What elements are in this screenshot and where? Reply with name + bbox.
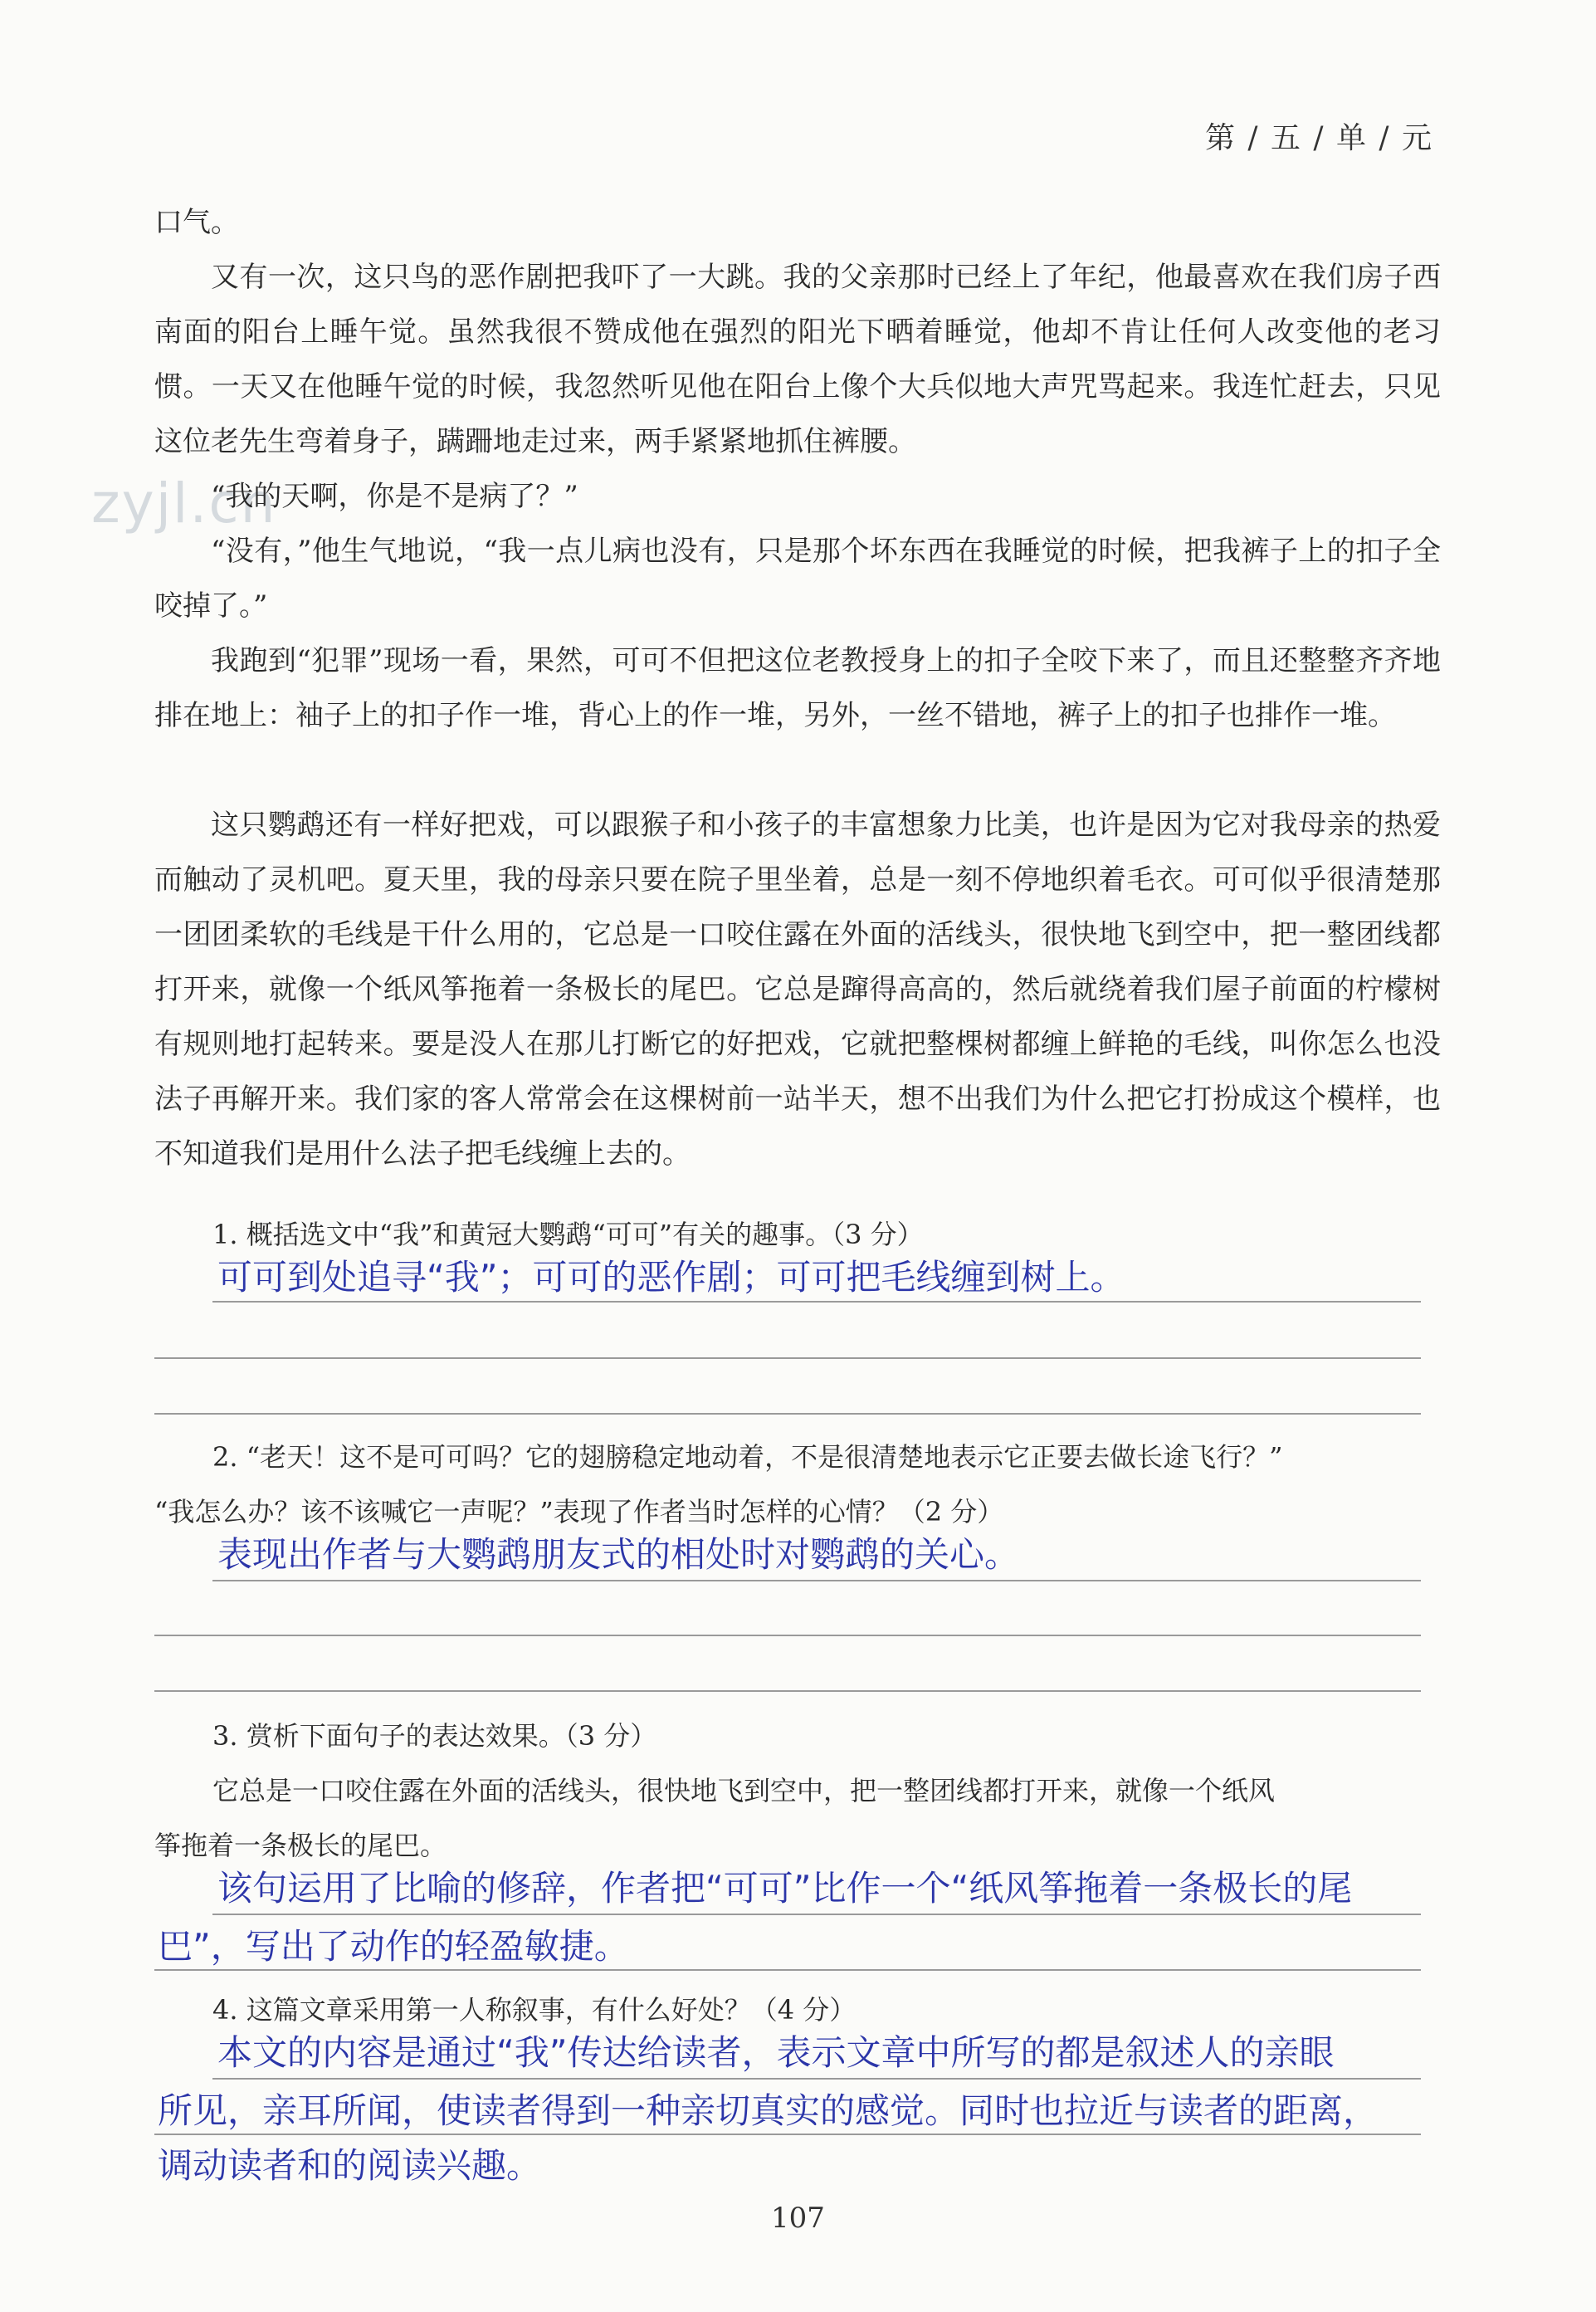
answer-line (212, 1580, 1421, 1581)
question-2-prompt-line2: “我怎么办？该不该喊它一声呢？”表现了作者当时怎样的心情？（2 分） (154, 1496, 1004, 1527)
answer-line (212, 1914, 1421, 1915)
question-4-answer-line3: 调动读者和的阅读兴趣。 (158, 2145, 542, 2186)
question-1-answer: 可可到处追寻“我”；可可的恶作剧；可可把毛线缠到树上。 (217, 1257, 1125, 1298)
question-3-prompt: 3. 赏析下面句子的表达效果。（3 分） (212, 1720, 657, 1752)
passage-paragraph-0: 口气。 (154, 206, 239, 239)
passage-paragraph-3: “没有，”他生气地说，“我一点儿病也没有，只是那个坏东西在我睡觉的时候，把我裤子上的扣子全咬掉了。” (154, 535, 1441, 623)
question-2-prompt-line1: 2. “老天！这不是可可吗？它的翅膀稳定地动着，不是很清楚地表示它正要去做长途飞行？” (212, 1441, 1283, 1473)
answer-line (154, 1357, 1421, 1359)
question-3-quote-line2: 筝拖着一条极长的尾巴。 (154, 1830, 447, 1861)
passage-paragraph-1: 又有一次，这只鸟的恶作剧把我吓了一大跳。我的父亲那时已经上了年纪，他最喜欢在我们房子西南面的阳台上睡午觉。虽然我很不赞成他在强烈的阳光下晒着睡觉，他却不肯让任何人改变他的老习惯。一天又在他睡午觉的时候，我忽然听见他在阳台上像个大兵似地大声咒骂起来。我连忙赶去，只见这位老先生弯着身子，蹒跚地走过来，两手紧紧地抓住裤腰。 (154, 261, 1441, 458)
answer-line (154, 1969, 1421, 1971)
question-1-prompt: 1. 概括选文中“我”和黄冠大鹦鹉“可可”有关的趣事。（3 分） (212, 1219, 924, 1250)
question-4-prompt: 4. 这篇文章采用第一人称叙事，有什么好处？（4 分） (212, 1994, 857, 2026)
question-3-quote-line1: 它总是一口咬住露在外面的活线头，很快地飞到空中，把一整团线都打开来，就像一个纸风 (212, 1775, 1276, 1806)
unit-header: 第 / 五 / 单 / 元 (1204, 121, 1433, 155)
question-4-answer-line2: 所见，亲耳所闻，使读者得到一种亲切真实的感觉。同时也拉近与读者的距离， (158, 2090, 1379, 2131)
answer-line (212, 2078, 1421, 2080)
passage-paragraph-5: 这只鹦鹉还有一样好把戏，可以跟猴子和小孩子的丰富想象力比美，也许是因为它对我母亲的热爱而触动了灵机吧。夏天里，我的母亲只要在院子里坐着，总是一刻不停地织着毛衣。可可似乎很清楚那一团团柔软的毛线是干什么用的，它总是一口咬住露在外面的活线头，很快地飞到空中，把一整团线都打开来，就像一个纸风筝拖着一条极长的尾巴。它总是蹿得高高的，然后就绕着我们屋子前面的柠檬树有规则地打起转来。要是没人在那儿打断它的好把戏，它就把整棵树都缠上鲜艳的毛线，叫你怎么也没法子再解开来。我们家的客人常常会在这棵树前一站半天，想不出我们为什么把它打扮成这个模样，也不知道我们是用什么法子把毛线缠上去的。 (154, 809, 1441, 1171)
answer-line (154, 1690, 1421, 1692)
answer-line (154, 1413, 1421, 1415)
question-4-answer-line1: 本文的内容是通过“我”传达给读者，表示文章中所写的都是叙述人的亲眼 (217, 2032, 1335, 2073)
answer-line (212, 1301, 1421, 1303)
question-3-answer-line2: 巴”，写出了动作的轻盈敏捷。 (158, 1926, 629, 1967)
answer-line (154, 2134, 1421, 2135)
page-number: 107 (771, 2202, 825, 2235)
passage-paragraph-2: “我的天啊，你是不是病了？” (211, 480, 578, 513)
question-3-answer-line1: 该句运用了比喻的修辞，作者把“可可”比作一个“纸风筝拖着一条极长的尾 (217, 1868, 1353, 1909)
watermark: zyjl.cn (91, 472, 277, 535)
passage-paragraph-4: 我跑到“犯罪”现场一看，果然，可可不但把这位老教授身上的扣子全咬下来了，而且还整整齐齐地排在地上：袖子上的扣子作一堆，背心上的作一堆，另外，一丝不错地，裤子上的扣子也排作一堆。 (154, 644, 1441, 732)
answer-line (154, 1635, 1421, 1636)
question-2-answer: 表现出作者与大鹦鹉朋友式的相处时对鹦鹉的关心。 (217, 1534, 1020, 1575)
